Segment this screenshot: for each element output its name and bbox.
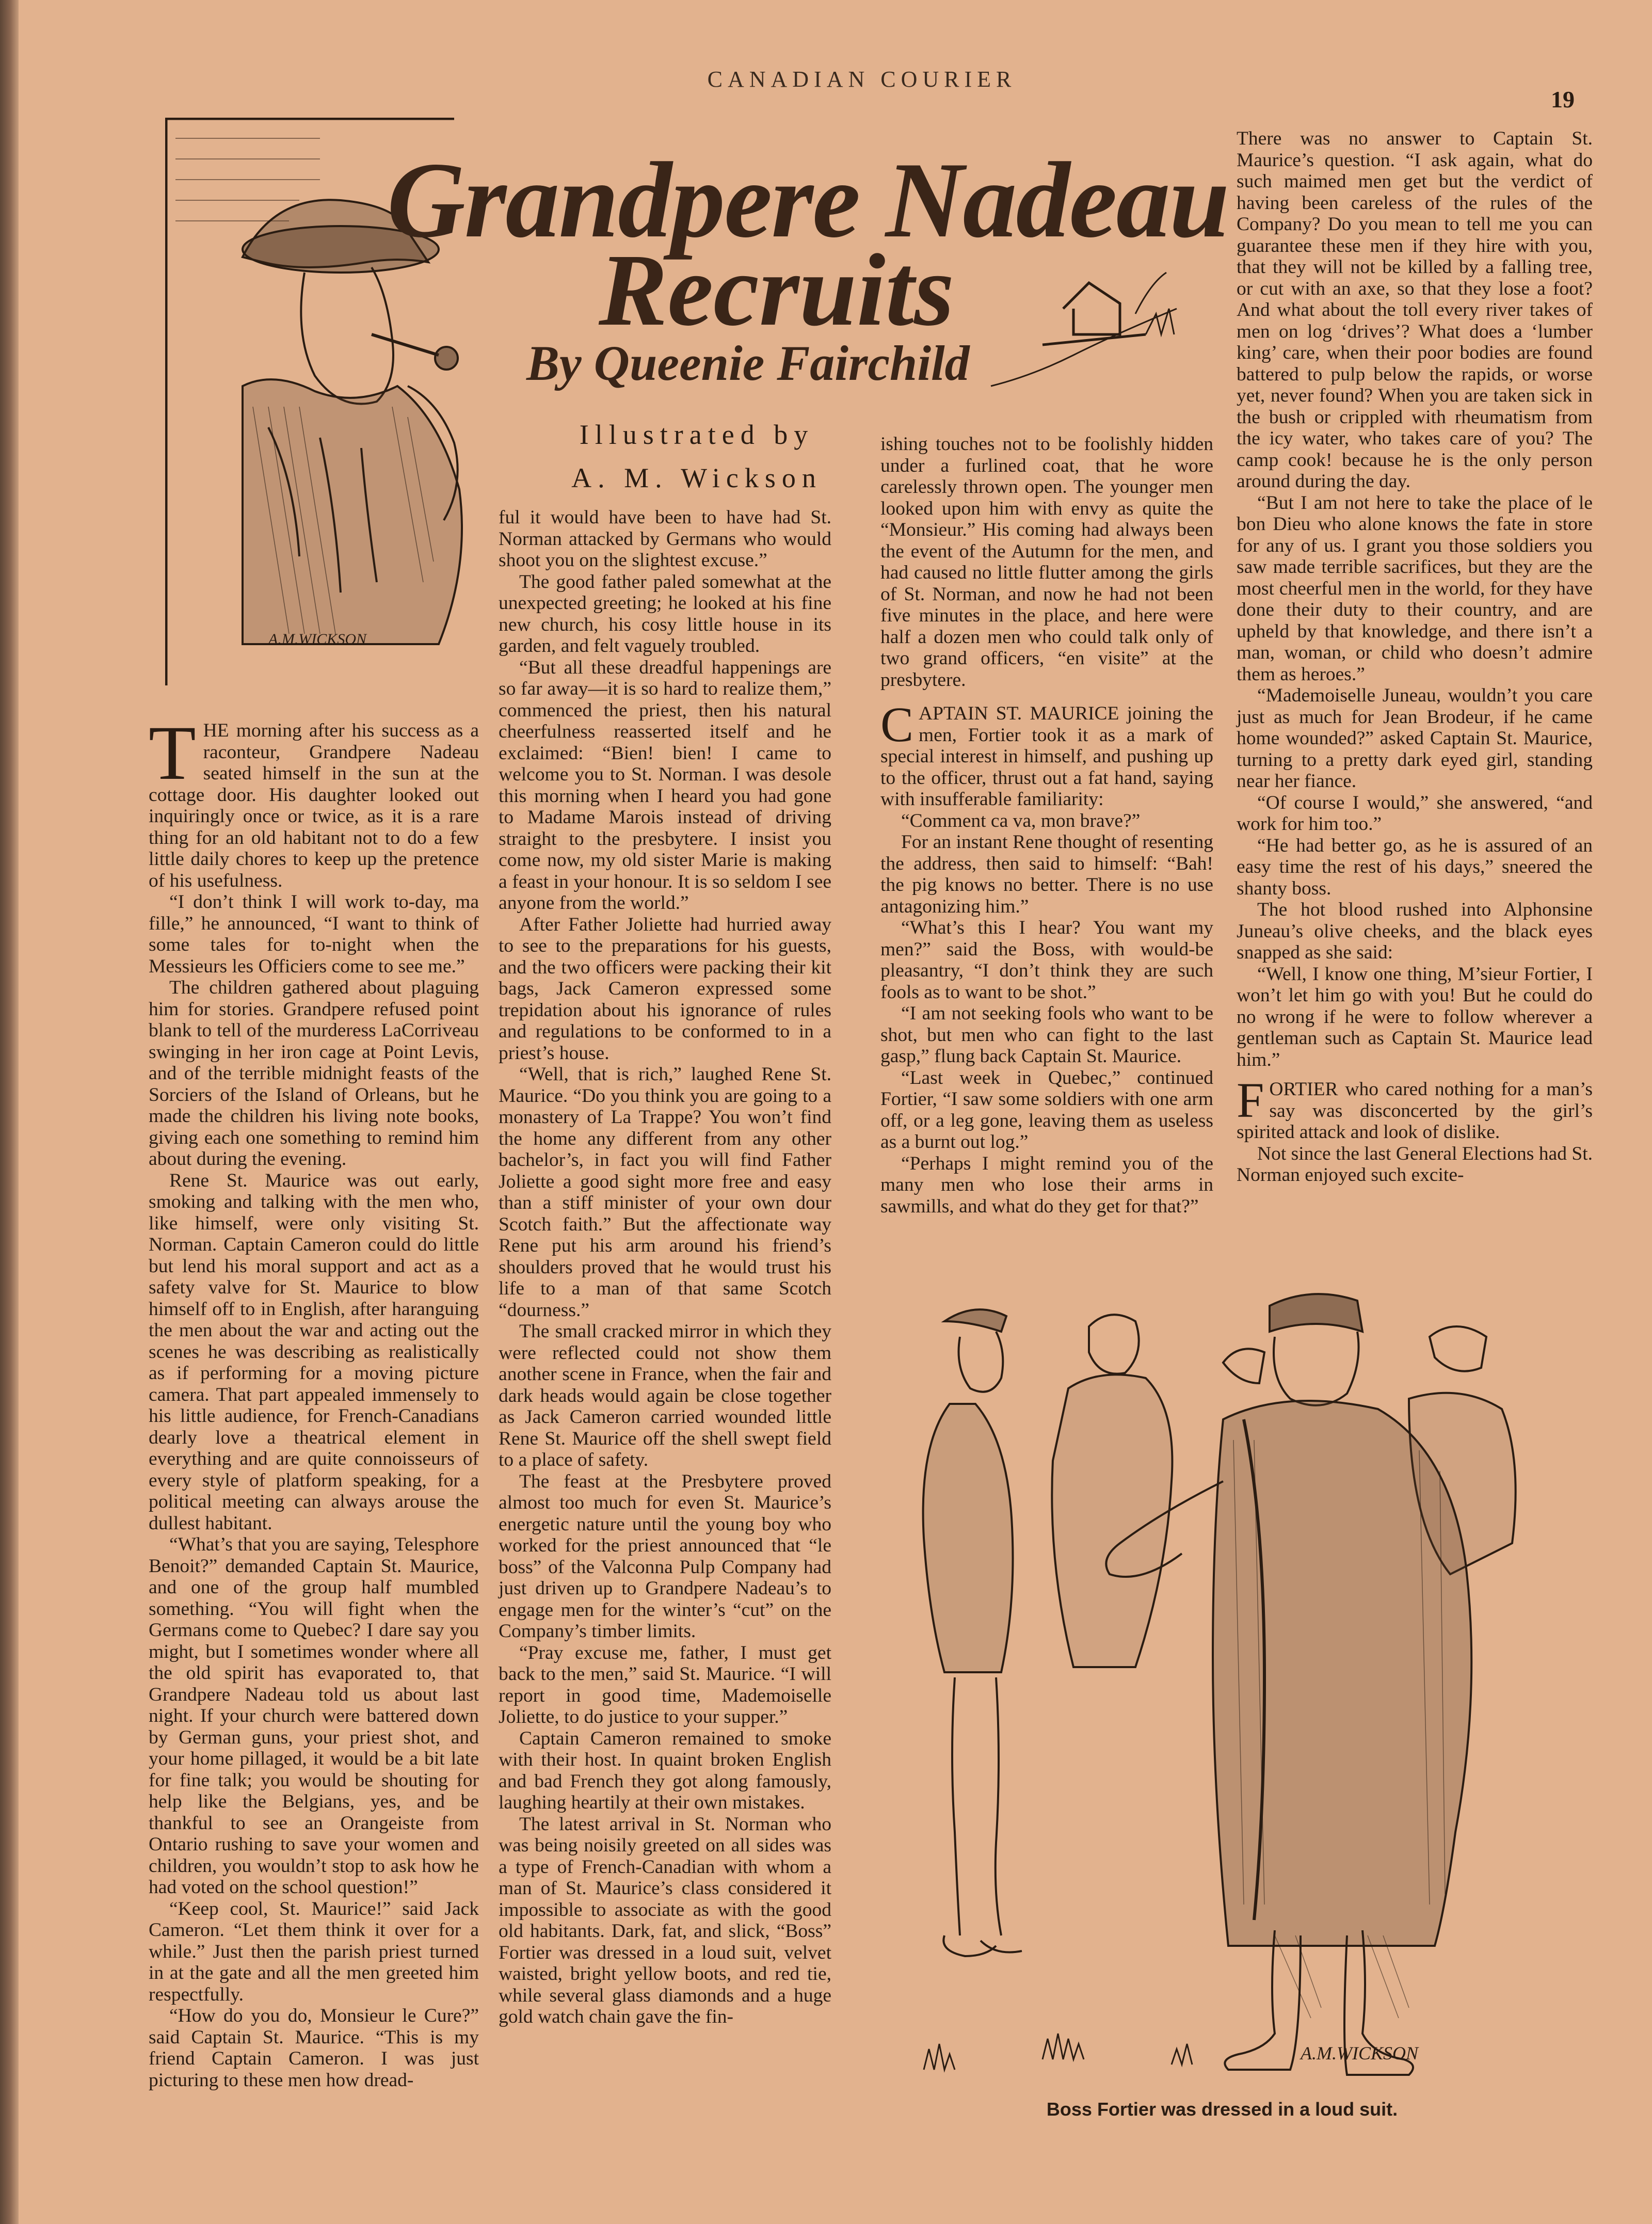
- paragraph: ful it would have been to have had St. Norman attacked by Germans who would shoot you on the slightest excuse.”: [499, 507, 831, 571]
- book-gutter: [0, 0, 19, 2224]
- paragraph: “Well, that is rich,” laughed Rene St. Maurice. “Do you think you are going to a monastery of La Trappe? You won’t find the home any different from any other bachelor’s, in fact you will find Father Joliette a good sight more free and easy than a stiff minister of your own dour Scotch faith.” But the affectionate way Rene put his arm around his friend’s shoulders proved that he would trust his life to a man of that same Scotch “dourness.”: [499, 1064, 831, 1321]
- paragraph: The feast at the Presbytere proved almost too much for even St. Maurice’s energetic nature until the young boy who worked for the priest announced that “le boss” of the Valconna Pulp Company had just driven up to Grandpere Nadeau’s to engage men for the winter’s “cut” on the Company’s timber limits.: [499, 1470, 831, 1642]
- paragraph: “I am not seeking fools who want to be shot, but men who can fight to the last gasp,” flung back Captain St. Maurice.: [880, 1003, 1213, 1067]
- drop-cap: T: [149, 710, 196, 796]
- paragraph: “What’s that you are saying, Telesphore Benoit?” demanded Captain St. Maurice, and one of the group half mumbled something. “You will fight when the Germans come to Quebec? I dare say you might, but I sometimes wonder where all the old spirit has evaporated to, that Grandpere Nadeau told us about last night. If your church were battered down by German guns, your priest shot, and your home pillaged, it would be a bit late for fine talk; you would be shouting for help like the Belgians, yes, and be thankful to see an Orangeiste from Ontario rushing to save your women and children, you wouldn’t stop to ask how he had voted on the school question!”: [149, 1534, 479, 1898]
- paragraph: “Last week in Quebec,” continued Fortier, “I saw some soldiers with one arm off, or a leg gone, leaving them as useless as a burnt out log.”: [880, 1067, 1213, 1153]
- paragraph: The small cracked mirror in which they were reflected could not show them another scene in France, when the fair and dark heads would again be close together as Jack Cameron carried wounded little Rene St. Maurice off the shell swept field to a place of safety.: [499, 1321, 831, 1470]
- paragraph: APTAIN ST. MAURICE joining the men, Fortier took it as a mark of special interest in himself, and pushing up to the officer, thrust out a fat hand, saying with insufferable familiarity:: [880, 703, 1213, 810]
- paragraph: Captain Cameron remained to smoke with their host. In quaint broken English and bad French they got along famously, laughing heartily at their own mistakes.: [499, 1727, 831, 1813]
- illustrator-signature-top: A.M.WICKSON: [268, 631, 366, 648]
- paragraph: For an instant Rene thought of resenting the address, then said to himself: “Bah! the pig knows no better. There is no use antagonizing him.”: [880, 831, 1213, 917]
- paragraph: “Pray excuse me, father, I must get back to the men,” said St. Maurice. “I will report in good time, Mademoiselle Joliette, to do justice to your supper.”: [499, 1642, 831, 1727]
- illustrated-by-label: Illustrated by: [579, 419, 814, 450]
- paragraph: Rene St. Maurice was out early, smoking and talking with the men who, like himself, were only visiting St. Norman. Captain Cameron could do little but lend his moral support and act as a safety valve for St. Maurice to blow himself off to in English, after haranguing the men about the war and acting out the scenes he was describing as realistically as if performing for a moving picture camera. That part appealed immensely to his little audience, for French-Canadians dearly love a theatrical element in everything and are quite connoisseurs of every style of platform speaking, for a political meeting can always arouse the dullest habitant.: [149, 1170, 479, 1534]
- paragraph: “Of course I would,” she answered, “and work for him too.”: [1237, 792, 1593, 835]
- paragraph: Not since the last General Elections had St. Norman enjoyed such excite-: [1237, 1143, 1593, 1186]
- paragraph: “How do you do, Monsieur le Cure?” said Captain St. Maurice. “This is my friend Captain Cameron. I was just picturing to these men how dread-: [149, 2005, 479, 2091]
- paragraph: “Perhaps I might remind you of the many men who lose their arms in sawmills, and what do they get for that?”: [880, 1153, 1213, 1217]
- paragraph: The latest arrival in St. Norman who was being noisily greeted on all sides was a type of French-Canadian with whom a man of St. Maurice’s class considered it impossible to associate as with the good old habitants. Dark, fat, and slick, “Boss” Fortier was dressed in a loud suit, velvet waisted, bright yellow boots, and red tie, while several glass diamonds and a huge gold watch chain gave the fin-: [499, 1813, 831, 2027]
- title-line-2: Recruits: [599, 233, 954, 347]
- paragraph: “But I am not here to take the place of le bon Dieu who alone knows the fate in store for any of us. I grant you those soldiers you saw made terrible sacrifices, but they are the most cheerful men in the world, for they have done their duty to their country, and are upheld by that knowledge, and there isn’t a man, woman, or child who doesn’t admire them as heroes.”: [1237, 492, 1593, 685]
- illustrator-name: A. M. Wickson: [571, 462, 822, 493]
- byline: By Queenie Fairchild: [526, 335, 970, 391]
- column-1: [149, 710, 479, 2103]
- drop-cap: F: [1237, 1073, 1264, 1128]
- paragraph: “What’s this I hear? You want my men?” said the Boss, with would-be pleasantry, “I don’t think they are such fools as to want to be shot.”: [880, 917, 1213, 1003]
- paragraph: “He had better go, as he is assured of an easy time the rest of his days,” sneered the shanty boss.: [1237, 835, 1593, 899]
- paragraph: “Keep cool, St. Maurice!” said Jack Cameron. “Let them think it over for a while.” Just then the parish priest turned in at the gate and all the men greeted him respectfully.: [149, 1898, 479, 2005]
- paragraph: There was no answer to Captain St. Maurice’s question. “I ask again, what do such maimed men get but the verdict of having been careless of the rules of the Company? Do you mean to tell me you can guarantee these men if they hire with you, that they will not be killed by a falling tree, or cut with an axe, so that they lose a foot? And what about the toll every river takes of men on log ‘drives’? What does a ‘lumber king’ care, when their poor bodies are found battered to pulp below the rapids, or worse yet, never found? When you are taken sick in the bush or crippled with rheumatism from the icy water, who takes care of you? The camp cook! because he is the only person around during the day.: [1237, 128, 1593, 492]
- column-4: [1237, 128, 1593, 1263]
- paragraph: “Mademoiselle Juneau, wouldn’t you care just as much for Jean Brodeur, if he came home wounded?” asked Captain St. Maurice, turning to a pretty dark eyed girl, standing near her fiance.: [1237, 685, 1593, 792]
- paragraph: HE morning after his success as a raconteur, Grandpere Nadeau seated himself in the sun at the cottage door. His daughter looked out inquiringly once or twice, as it is a rare thing for an old habitant not to do a few little daily chores to keep up the pretence of his usefulness.: [149, 720, 479, 891]
- masthead: CANADIAN COURIER: [707, 67, 1017, 92]
- column-3: [880, 434, 1213, 1259]
- column-2: [499, 507, 831, 2102]
- paragraph: The children gathered about plaguing him for stories. Grandpere refused point blank to tell of the murderess LaCorriveau swinging in her iron cage at Point Levis, and of the terrible midnight feasts of the Sorciers of the Island of Orleans, but he made the children his living note books, giving each one something to remind him about during the evening.: [149, 977, 479, 1170]
- drop-cap: C: [880, 697, 914, 752]
- illustrator-signature-bottom: A.M.WICKSON: [1301, 2043, 1418, 2063]
- paragraph: The good father paled somewhat at the unexpected greeting; he looked at his fine new church, his cosy little house in its garden, and felt vaguely troubled.: [499, 571, 831, 657]
- title-line-1: Grandpere Nadeau: [387, 140, 1229, 260]
- boss-fortier-illustration: [913, 1285, 1543, 2090]
- paragraph: After Father Joliette had hurried away to see to the preparations for his guests, and the two officers were packing their kit bags, Jack Cameron expressed some trepidation about his ignorance of rules and regulations to be conformed to in a priest’s house.: [499, 914, 831, 1064]
- illustration-credit: [537, 413, 857, 500]
- paragraph: “I don’t think I will work to-day, ma fille,” he announced, “I want to think of some tales for to-night when the Messieurs les Officiers come to see me.”: [149, 891, 479, 977]
- page-number: 19: [1551, 86, 1575, 113]
- paragraph: “Comment ca va, mon brave?”: [901, 810, 1141, 831]
- paragraph: The hot blood rushed into Alphonsine Juneau’s olive cheeks, and the black eyes snapped as she said:: [1237, 899, 1593, 963]
- paragraph: ORTIER who cared nothing for a man’s say was disconcerted by the girl’s spirited attack and look of dislike.: [1237, 1079, 1593, 1143]
- paragraph: ishing touches not to be foolishly hidden under a furlined coat, that he wore carelessly thrown open. The younger men looked upon him with envy as quite the “Monsieur.” His coming had always been the event of the Autumn for the men, and had caused no little flutter among the girls of St. Norman, and now he had not been five minutes in the place, and here were half a dozen men who could talk only of two grand officers, “en visite” at the presbytere.: [880, 434, 1213, 691]
- illustration-caption: Boss Fortier was dressed in a loud suit.: [1046, 2099, 1398, 2120]
- paragraph: “But all these dreadful happenings are so far away—it is so hard to realize them,” commenced the priest, then his natural cheerfulness reasserted itself and he exclaimed: “Bien! bien! I came to welcome you to St. Norman. I was desole this morning when I heard you had gone to Madame Marois instead of driving straight to the presbytere. I insist you come now, my old sister Marie is making a feast in your honour. It is so seldom I see anyone from the world.”: [499, 657, 831, 914]
- paragraph: “Well, I know one thing, M’sieur Fortier, I won’t let him go with you! But he could do no wrong if he were to follow wherever a gentleman such as Captain St. Maurice lead him.”: [1237, 963, 1593, 1070]
